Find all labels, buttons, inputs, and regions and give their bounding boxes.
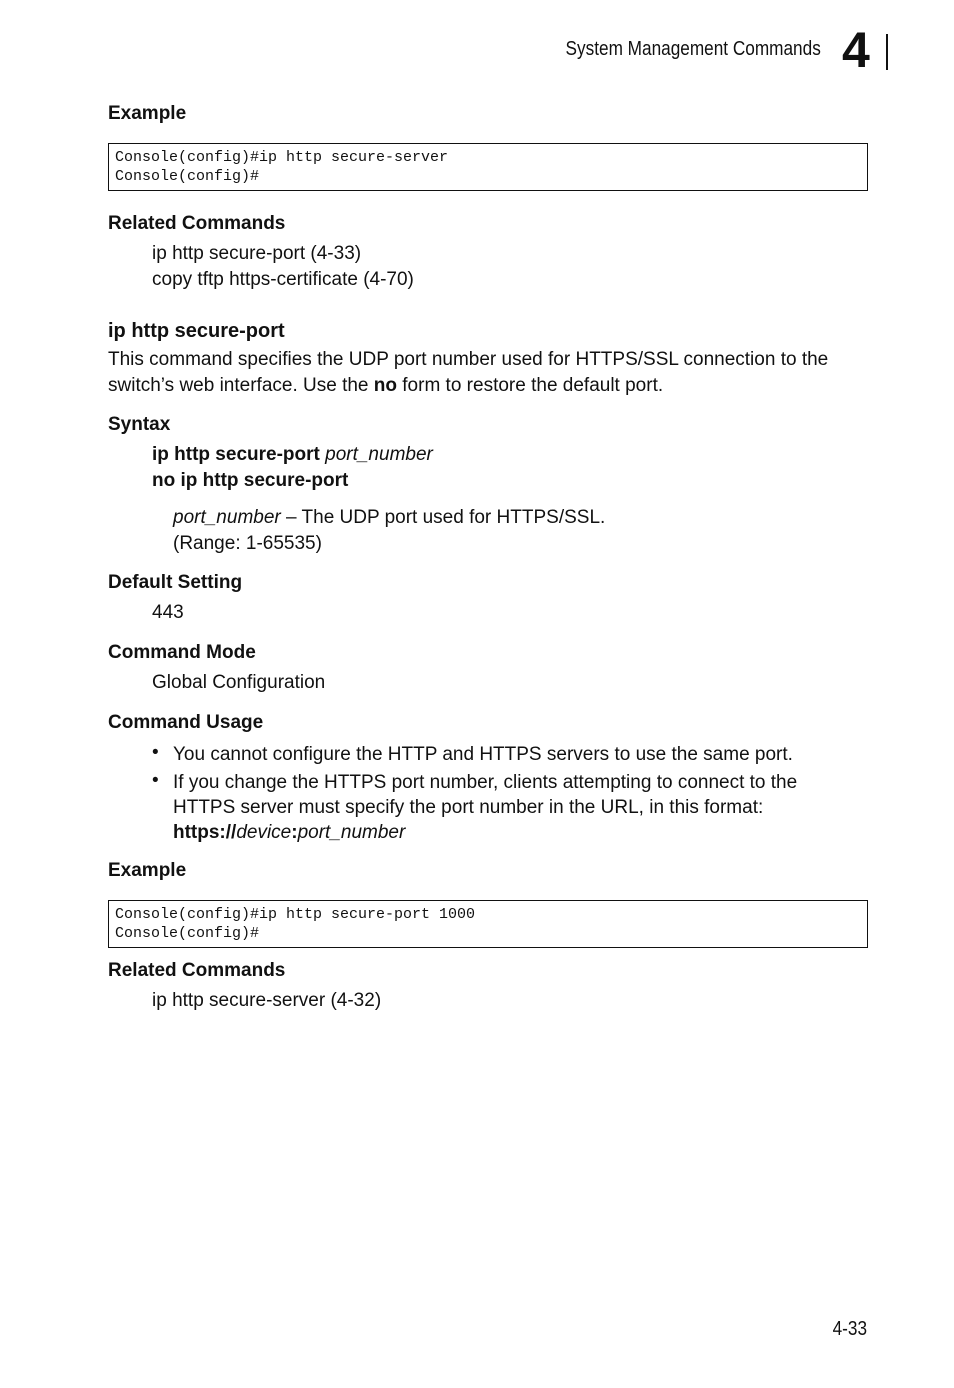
code-line: Console(config)#ip http secure-port 1000 bbox=[115, 906, 476, 923]
syntax-heading: Syntax bbox=[108, 414, 171, 435]
related-command-link: copy tftp https-certificate (4-70) bbox=[152, 269, 414, 290]
page-number: 4-33 bbox=[832, 1318, 867, 1340]
example-heading: Example bbox=[108, 103, 187, 124]
code-line: Console(config)# bbox=[115, 168, 260, 185]
usage-item-1: You cannot configure the HTTP and HTTPS servers to use the same port. bbox=[173, 744, 793, 765]
syntax-line-2: no ip http secure-port bbox=[152, 470, 349, 491]
bullet: • bbox=[152, 770, 159, 791]
related-commands-heading: Related Commands bbox=[108, 960, 286, 981]
code-line: Console(config)# bbox=[115, 925, 260, 942]
command-title: ip http secure-port bbox=[108, 320, 285, 342]
example-heading: Example bbox=[108, 860, 187, 881]
bullet: • bbox=[152, 742, 159, 763]
code-example-1 bbox=[108, 143, 868, 191]
command-mode-value: Global Configuration bbox=[152, 672, 326, 693]
command-mode-heading: Command Mode bbox=[108, 642, 256, 663]
default-setting-value: 443 bbox=[152, 602, 184, 623]
url-format: https://device:port_number bbox=[173, 822, 406, 843]
code-example-2 bbox=[108, 900, 868, 948]
running-header: System Management Commands bbox=[565, 38, 821, 60]
command-description: This command specifies the UDP port number used for HTTPS/SSL connection to the switch’s web interface. Use the no form to restore the default port. bbox=[108, 349, 829, 396]
related-commands-heading: Related Commands bbox=[108, 213, 286, 234]
code-line: Console(config)#ip http secure-server bbox=[115, 149, 449, 166]
default-setting-heading: Default Setting bbox=[108, 572, 243, 593]
related-command-link: ip http secure-server (4-32) bbox=[152, 990, 382, 1011]
command-usage-heading: Command Usage bbox=[108, 712, 264, 733]
related-command-link: ip http secure-port (4-33) bbox=[152, 243, 362, 264]
chapter-number: 4 bbox=[842, 22, 870, 78]
usage-item-2: If you change the HTTPS port number, clients attempting to connect to the HTTPS server must specify the port number in the URL, in this format: bbox=[173, 772, 798, 818]
syntax-parameter-range: (Range: 1-65535) bbox=[173, 533, 322, 554]
chapter-divider bbox=[886, 34, 888, 70]
syntax-parameter: port_number – The UDP port used for HTTPS/SSL. bbox=[173, 507, 606, 528]
syntax-line-1: ip http secure-port port_number bbox=[152, 444, 433, 465]
